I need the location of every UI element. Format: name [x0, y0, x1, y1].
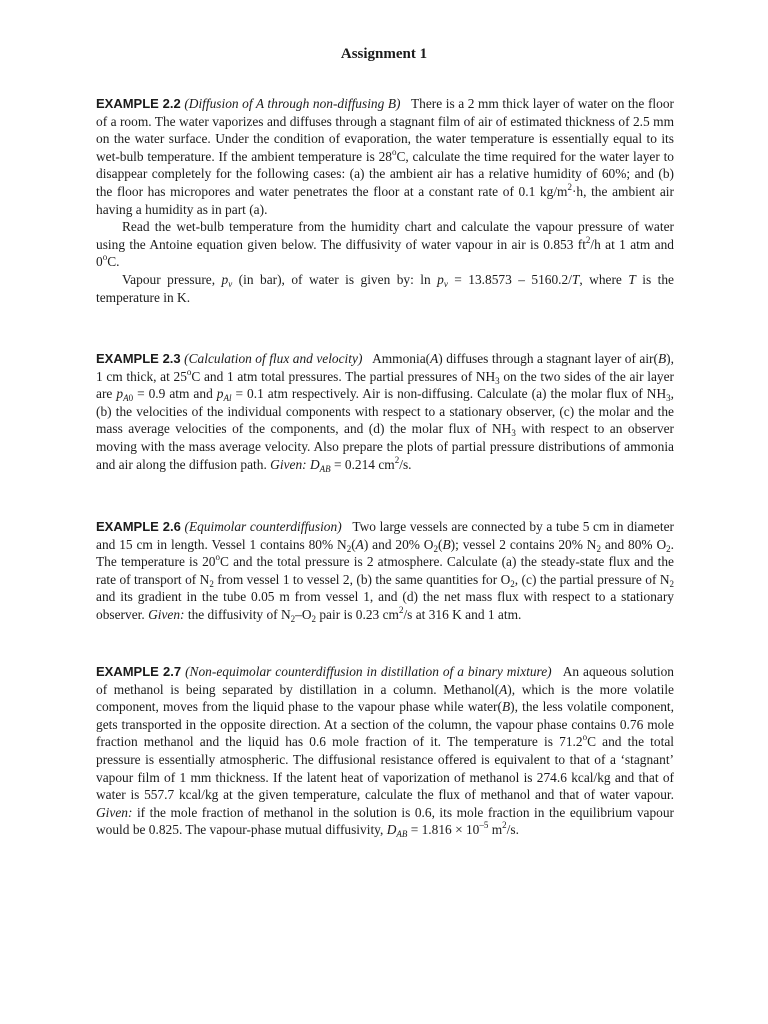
- example-2-7-paragraph: EXAMPLE 2.7 (Non-equimolar counterdiffusion in distillation of a binary mixture) An aqueous solution of methanol is being separated by distillation in a column. Methanol(A), which is the more volatile component, moves from the liquid phase to the vapour phase while water(B), the less volatile component, gets transported in the opposite direction. At a section of the column, the vapour phase contains 0.76 mole fraction methanol and the liquid has 0.6 mole fraction of it. The temperature is 71.2$^o$C and the total pressure is essentially atmospheric. The diffusional resistance offered is equivalent to that of a ‘stagnant’ vapour film of 1 mm thickness. If the latent heat of vaporization of methanol is 274.6 kcal/kg and that of water is 557.7 kcal/kg at the given temperature, calculate the flux of methanol and that of water vapour. Given: if the mole fraction of methanol in the solution is 0.6, its mole fraction in the equilibrium vapour would be 0.825. The vapour-phase mutual diffusivity, $D_{AB} = 1.816 \times 10^{-5}$ $m^2/s$.: [96, 664, 674, 840]
- example-2-6: [96, 518, 674, 624]
- example-2-2-paragraph-3: Vapour pressure, $p_v$ (in bar), of water is given by: $\ln p_v = 13.8573 - 5160.2/T$, where T is the temperature in K.: [96, 271, 674, 305]
- example-2-2-paragraph-1: EXAMPLE 2.2 (Diffusion of A through non-diffusing B) There is a 2 mm thick layer of water on the floor of a room. The water vaporizes and diffuses through a stagnant film of air of estimated thickness of 2.5 mm on the water surface. Under the condition of evaporation, the water temperature is essentially equal to its wet-bulb temperature. If the ambient temperature is 28$^o$C, calculate the time required for the water layer to disappear completely for the following cases: (a) the ambient air has a relative humidity of 60%; and (b) the floor has micropores and water penetrates the floor at a constant rate of 0.1 $kg/m^2\cdot h$, the ambient air having a humidity as in part (a).: [96, 96, 674, 217]
- example-subtitle: (Equimolar counterdiffusion): [184, 519, 342, 534]
- example-2-2-paragraph-2: Read the wet-bulb temperature from the humidity chart and calculate the vapour pressure of water using the Antoine equation given below. The diffusivity of water vapour in air is 0.853 $ft^2/h$ at 1 atm and 0$^o$C.: [96, 219, 674, 270]
- example-label: EXAMPLE 2.2: [96, 96, 181, 111]
- example-label: EXAMPLE 2.7: [96, 664, 182, 679]
- example-2-3-paragraph: EXAMPLE 2.3 (Calculation of flux and velocity) Ammonia(A) diffuses through a stagnant layer of air(B), 1 cm thick, at 25$^o$C and 1 atm total pressures. The partial pressures of $NH_3$ on the two sides of the air layer are $p_{A0} = 0.9$ atm and $p_{Al} = 0.1$ atm respectively. Air is non-diffusing. Calculate (a) the molar flux of $NH_3$, (b) the velocities of the individual components with respect to a stationary observer, (c) the molar and the mass average velocities of the components, and (d) the molar flux of $NH_3$ with respect to an observer moving with the mass average velocity. Also prepare the plots of partial pressure distributions of ammonia and air along the diffusion path. Given: $D_{AB} = 0.214$ $cm^2/s$.: [96, 351, 675, 474]
- page-title: Assignment 1: [340, 46, 428, 62]
- example-2-6-paragraph: EXAMPLE 2.6 (Equimolar counterdiffusion) Two large vessels are connected by a tube 5 cm in diameter and 15 cm in length. Vessel 1 contains 80% $N_2(A)$ and 20% $O_2(B)$; vessel 2 contains 20% $N_2$ and 80% $O_2$. The temperature is 20$^o$C and the total pressure is 2 atmosphere. Calculate (a) the steady-state flux and the rate of transport of $N_2$ from vessel 1 to vessel 2, (b) the same quantities for $O_2$, (c) the partial pressure of $N_2$ and its gradient in the tube 0.05 m from vessel 1, and (d) the net mass flux with respect to a stationary observer. Given: the diffusivity of $N_2-O_2$ pair is 0.23 $cm^2/s$ at 316 K and 1 atm.: [96, 519, 675, 624]
- example-label: EXAMPLE 2.6: [96, 519, 181, 534]
- example-subtitle: (Calculation of flux and velocity): [184, 351, 363, 366]
- example-subtitle: (Non-equimolar counterdiffusion in distillation of a binary mixture): [185, 664, 552, 679]
- example-label: EXAMPLE 2.3: [96, 351, 181, 366]
- example-2-7: [96, 663, 674, 839]
- example-subtitle: (Diffusion of A through non-diffusing B): [184, 96, 401, 111]
- example-2-2: [96, 95, 674, 306]
- example-2-3: [96, 350, 674, 473]
